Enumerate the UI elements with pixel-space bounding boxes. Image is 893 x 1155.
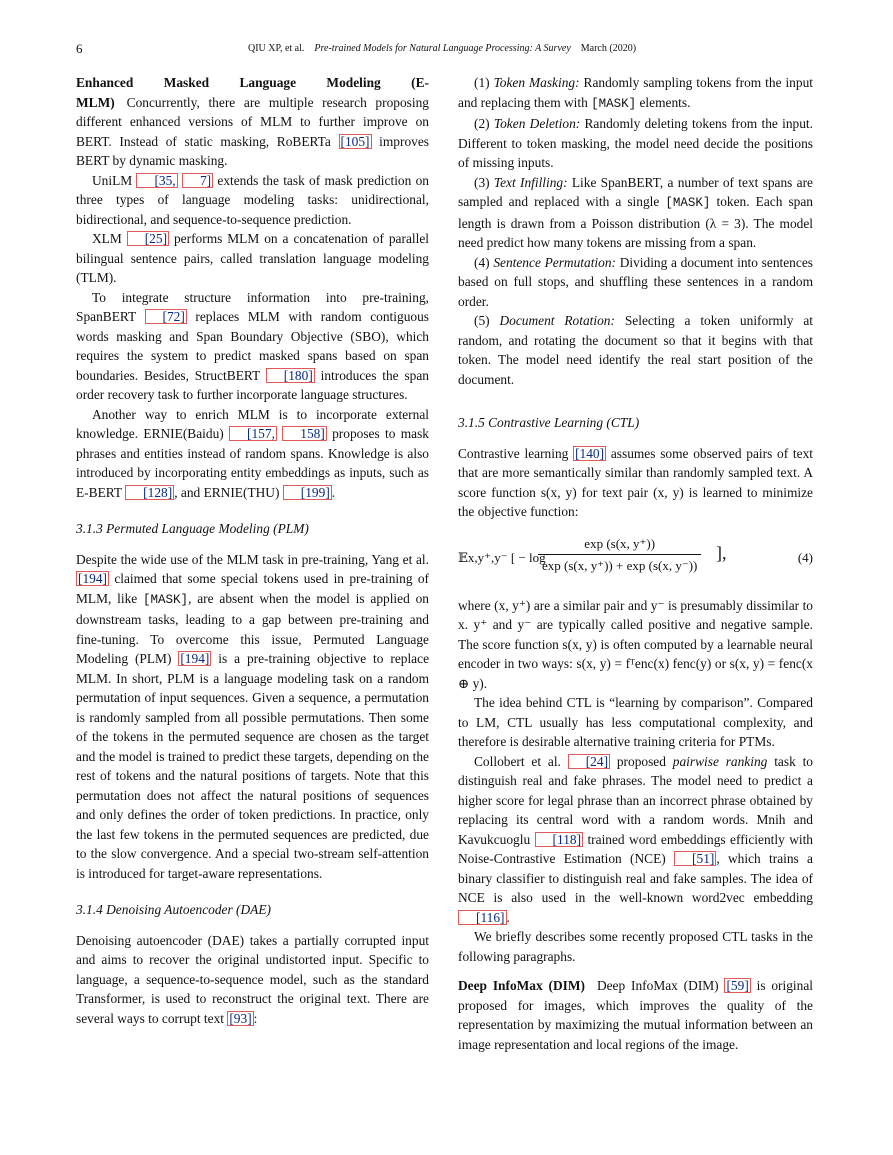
- text: introduces the span order recovery task to further incorporate language structures.: [76, 367, 429, 402]
- section-heading-ctl: 3.1.5 Contrastive Learning (CTL): [458, 415, 640, 430]
- text: :: [253, 1010, 258, 1026]
- paragraph-dae: [76, 931, 429, 1029]
- text: , and ERNIE(THU): [174, 484, 283, 500]
- text: extends the task of mask prediction on three types of language modeling tasks: unidirectional, bidirectional, and sequence-to-sequence prediction.: [76, 172, 429, 227]
- paragraph-plm: [76, 550, 429, 884]
- item-token-masking: [458, 73, 813, 114]
- right-column: [458, 73, 813, 1054]
- text: Dividing a document into sentences based on full stops, and shuffling these sentences in a random order.: [458, 254, 813, 309]
- equation-lhs: 𝔼x,y⁺,y⁻ [ − log: [458, 549, 546, 565]
- text: claimed that some special tokens used in pre-training of MLM, like: [76, 571, 429, 606]
- text: (3): [474, 174, 494, 190]
- text: To integrate structure information into pre-training, SpanBERT: [76, 289, 429, 324]
- text: Concurrently, there are multiple research proposing different enhanced versions of MLM to further improve on BERT. Instead of static masking, RoBERTa: [76, 94, 429, 149]
- item-token-deletion: [458, 114, 813, 173]
- equation-fraction: [538, 534, 701, 576]
- citation-link[interactable]: [118]: [535, 832, 584, 847]
- paragraph-ctl-idea: The idea behind CTL is “learning by comparison”. Compared to LM, CTL usually has less computational complexity, and therefore is desirable alternative training criteria for PTMs.: [458, 695, 813, 749]
- text: Contrastive learning: [458, 445, 574, 461]
- paragraph-heading: Deep InfoMax (DIM): [458, 978, 585, 993]
- citation-link[interactable]: 7]: [182, 173, 213, 188]
- citation-link[interactable]: [128]: [125, 485, 174, 500]
- text: (5): [474, 313, 500, 328]
- text: is original proposed for images, which improves the quality of the representation by maximizing the mutual information between an image representation and local regions of the image.: [458, 978, 814, 1052]
- text: token. Each span length is drawn from a Poisson distribution (λ = 3). The model need predict how many tokens are missing from a span.: [458, 194, 814, 250]
- equation-number: (4): [797, 549, 813, 565]
- citation-link[interactable]: [24]: [568, 754, 610, 769]
- equation-denominator: exp (s(x, y⁺)) + exp (s(x, y⁻)): [538, 554, 701, 576]
- text: Randomly sampling tokens from the input and replacing them with: [458, 75, 813, 110]
- paragraph-dim: [458, 976, 813, 1054]
- citation-link[interactable]: [105]: [340, 133, 370, 149]
- citation-link[interactable]: [59]: [726, 978, 749, 993]
- citation-link[interactable]: [157,: [229, 426, 277, 441]
- citation-link[interactable]: [180]: [266, 368, 315, 383]
- text: Randomly deleting tokens from the input. Different to token masking, the model need decide the positions of missing inputs.: [458, 116, 813, 170]
- item-name: Sentence Permutation:: [493, 254, 616, 270]
- text: performs MLM on a concatenation of parallel bilingual sentence pairs, called translation language modeling (TLM).: [76, 231, 429, 285]
- paragraph-spanbert: [76, 288, 429, 405]
- text: Collobert et al.: [474, 753, 568, 769]
- paragraph-where: where (x, y⁺) are a similar pair and y⁻ is presumably dissimilar to x. y⁺ and y⁻ are typically called positive and negative sample. The score function s(x, y) is often computed by a learnable neural encoder in two ways: s(x, y) = fᵀenc(x) fenc(y) or s(x, y) = fenc(x ⊕ y).: [458, 597, 813, 691]
- item-name: Document Rotation:: [499, 313, 615, 328]
- text: replaces MLM with random contiguous words masking and Span Boundary Objective (SBO), which requires the system to predict masked spans based on span boundaries. Besides, StructBERT: [76, 309, 429, 383]
- text: (1): [474, 75, 494, 90]
- citation-link[interactable]: [35,: [136, 173, 177, 188]
- mask-token: [MASK]: [143, 592, 189, 607]
- mask-token: [MASK]: [591, 96, 637, 111]
- text: proposes to mask phrases and entities instead of random spans. Knowledge is also introduced by incorporating entity embeddings as inputs, such as E-BERT: [76, 426, 429, 500]
- citation-link[interactable]: [116]: [458, 910, 507, 925]
- text: .: [331, 484, 336, 500]
- text: Deep InfoMax (DIM): [596, 978, 725, 993]
- item-name: Token Masking:: [493, 75, 580, 90]
- item-name: Token Deletion:: [493, 116, 581, 131]
- text: improves BERT by dynamic masking.: [76, 133, 429, 168]
- text: .: [506, 909, 510, 925]
- text: Another way to enrich MLM is to incorporate external knowledge. ERNIE(Baidu): [76, 406, 429, 441]
- citation-link[interactable]: [25]: [127, 231, 169, 246]
- text: Denoising autoencoder (DAE) takes a partially corrupted input and aims to recover the original undistorted input. Specific to language, a sequence-to-sequence model, such as the standard Transformer, is used to reconstruct the original text. There are several ways to corrupt text: [76, 932, 429, 1026]
- text: Despite the wide use of the MLM task in pre-training, Yang et al.: [76, 551, 429, 567]
- equation-bracket: ],: [716, 542, 727, 563]
- header-title: Pre-trained Models for Natural Language Processing: A Survey: [314, 43, 571, 54]
- text: elements.: [636, 94, 691, 110]
- text: Selecting a token uniformly at random, and rotating the document so that it begins with that token. The model need identify the real start position of the document.: [458, 313, 814, 387]
- section-heading-plm: 3.1.3 Permuted Language Modeling (PLM): [76, 521, 309, 536]
- mask-token: [MASK]: [665, 196, 711, 210]
- page-header: [76, 41, 816, 57]
- paragraph-unilm: [76, 171, 429, 230]
- running-header: [248, 43, 636, 54]
- text: (4): [474, 254, 494, 270]
- item-document-rotation: [458, 311, 813, 389]
- text: trained word embeddings efficiently with Noise-Contrastive Estimation (NCE): [458, 831, 814, 866]
- citation-link[interactable]: [140]: [575, 445, 605, 461]
- paragraph-external-knowledge: [76, 405, 429, 503]
- header-date: March (2020): [580, 43, 637, 54]
- item-sentence-permutation: [458, 253, 813, 312]
- text: is a pre-training objective to replace MLM. In short, PLM is a language modeling task on a random permutation of input sequences. Given a sequence, a permutation is randomly sampled from all possible permutations. Then some of the tokens in the permuted sequence are chosen as the target and the model is trained to predict these targets, depending on the rest of tokens and the natural positions of targets. Note that this permutation does not affect the natural positions of sequences and only defines the order of token predictions. In practice, only the last few tokens in the permuted sequences are predicted, due to the slow convergence. And a special two-stream self-attention is introduced for target-aware representations.: [76, 651, 430, 881]
- header-authors: QIU XP, et al.: [248, 43, 305, 54]
- citation-link[interactable]: [51]: [674, 851, 716, 866]
- paragraph-ctl: [458, 444, 813, 522]
- citation-link[interactable]: [93]: [229, 1010, 252, 1026]
- text: (2): [474, 116, 494, 131]
- citation-link[interactable]: [194]: [78, 571, 108, 586]
- text: task to distinguish real and fake phrases. The model need to predict a higher score for legal phrase than an incorrect phrase obtained by replacing its central word with a random words. Mnih and Kavukcuoglu: [458, 753, 813, 847]
- text: proposed: [610, 753, 673, 769]
- item-name: Text Infilling:: [493, 174, 568, 190]
- text: assumes some observed pairs of text that are more semantically similar than randomly sampled text. A score function s(x, y) for text pair (x, y) is learned to minimize the objective function:: [458, 445, 813, 519]
- citation-link[interactable]: [72]: [145, 309, 187, 324]
- text: XLM: [92, 231, 127, 246]
- citation-link[interactable]: 158]: [282, 426, 327, 441]
- equation-4: [458, 534, 813, 586]
- citation-link[interactable]: [194]: [180, 651, 210, 666]
- left-column: [76, 73, 429, 1028]
- paragraph-brief: We briefly describes some recently proposed CTL tasks in the following paragraphs.: [458, 929, 813, 964]
- equation-numerator: exp (s(x, y⁺)): [584, 535, 656, 551]
- citation-link[interactable]: [199]: [283, 485, 332, 500]
- page-number: 6: [76, 41, 83, 56]
- paragraph-xlm: [76, 229, 429, 288]
- section-heading-dae: 3.1.4 Denoising Autoencoder (DAE): [76, 902, 271, 917]
- text: , which trains a binary classifier to distinguish real and fake samples. The idea of NCE is also used in the well-known word2vec embedding: [458, 851, 814, 905]
- paragraph-heading: Enhanced Masked Language Modeling (E-MLM): [76, 75, 429, 110]
- text: Like SpanBERT, a number of text spans are sampled and replaced with a single: [458, 174, 813, 209]
- text: , are absent when the model is applied on downstream tasks, leading to a gap between pre-training and fine-tuning. To overcome this issue, Permuted Language Modeling (PLM): [76, 590, 429, 666]
- paragraph-collobert: [458, 752, 813, 928]
- item-text-infilling: [458, 173, 813, 253]
- text: UniLM: [92, 172, 137, 188]
- emphasis: pairwise ranking: [672, 753, 768, 769]
- paragraph-emlm: [76, 73, 429, 171]
